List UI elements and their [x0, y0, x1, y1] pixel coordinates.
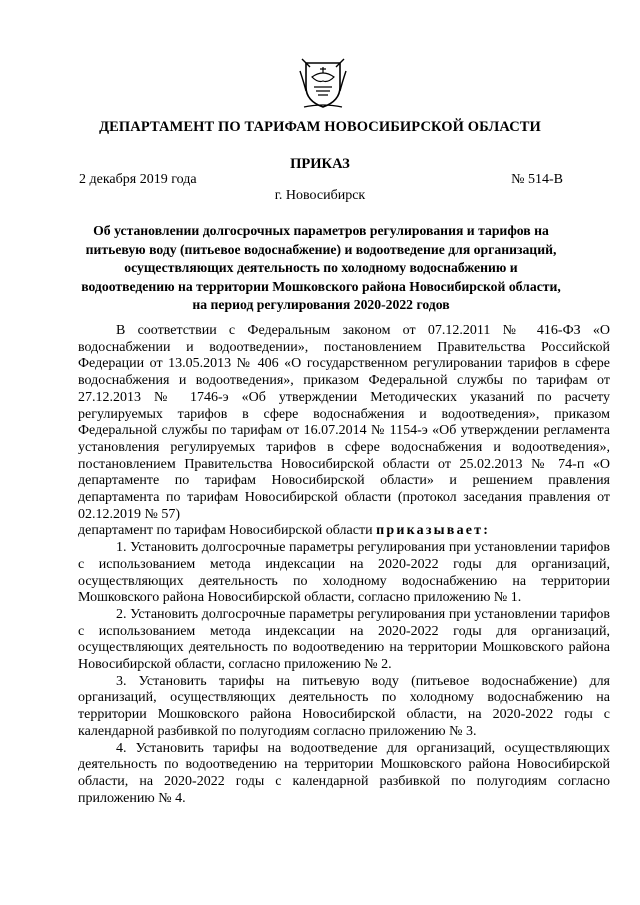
department-name: ДЕПАРТАМЕНТ ПО ТАРИФАМ НОВОСИБИРСКОЙ ОБЛАСТИ — [99, 119, 541, 135]
orders-intro: департамент по тарифам Новосибирской области — [78, 523, 373, 539]
document-type: ПРИКАЗ — [290, 156, 350, 172]
document-number: № 514-В — [511, 172, 563, 187]
order-item-3: 3. Установить тарифы на питьевую воду (питьевое водоснабжение) для организаций, осуществляющих деятельность по холодному водоснабжению на территории Мошковского района Новосибирской области, на 2020-2022 годы с календарной разбивкой по полугодиям согласно приложению № 3. — [78, 673, 610, 739]
document-title: Об установлении долгосрочных параметров регулирования и тарифов на питьевую воду (питьевое водоснабжение) и водоотведение для организаций, осуществляющих деятельность по холодному водоснабжению и водоотведению на территории Мошковского района Новосибирской области, на период регулирования 2020-2022 годов — [81, 223, 561, 312]
coat-of-arms-icon — [298, 57, 348, 111]
document-date: 2 декабря 2019 года — [79, 172, 197, 187]
orders-word: приказывает: — [376, 523, 491, 539]
order-item-1: 1. Установить долгосрочные параметры регулирования при установлении тарифов с использованием метода индексации на 2020-2022 годы для организаций, осуществляющих деятельность по холодному водоснабжению на территории Мошковского района Новосибирской области, согласно приложению № 1. — [78, 540, 610, 606]
document-body — [78, 323, 610, 807]
order-item-4: 4. Установить тарифы на водоотведение для организаций, осуществляющих деятельность по водоотведению на территории Мошковского района Новосибирской области, на 2020-2022 годы с календарной разбивкой по полугодиям согласно приложению № 4. — [78, 740, 610, 806]
document-city: г. Новосибирск — [274, 188, 366, 203]
order-item-2: 2. Установить долгосрочные параметры регулирования при установлении тарифов с использованием метода индексации на 2020-2022 годы для организаций, осуществляющих деятельность по водоотведению на территории Мошковского района Новосибирской области, согласно приложению № 2. — [78, 606, 610, 673]
orders-line — [78, 523, 610, 540]
preamble-paragraph: В соответствии с Федеральным законом от 07.12.2011 № 416-ФЗ «О водоснабжении и водоотведении», постановлением Правительства Российской Федерации от 13.05.2013 № 406 «О государственном регулировании тарифов в сфере водоснабжения и водоотведения», приказом Федеральной службы по тарифам от 27.12.2013 № 1746-э «Об утверждении Методических указаний по расчету регулируемых тарифов в сфере водоснабжения и водоотведения», приказом Федеральной службы по тарифам от 16.07.2014 № 1154-э «Об утверждении регламента установления регулируемых тарифов в сфере водоснабжения и водоотведения», постановлением Правительства Новосибирской области от 25.02.2013 № 74-п «О департаменте по тарифам Новосибирской области» и решением правления департамента по тарифам Новосибирской области (протокол заседания правления от 02.12.2019 № 57) — [78, 323, 610, 522]
